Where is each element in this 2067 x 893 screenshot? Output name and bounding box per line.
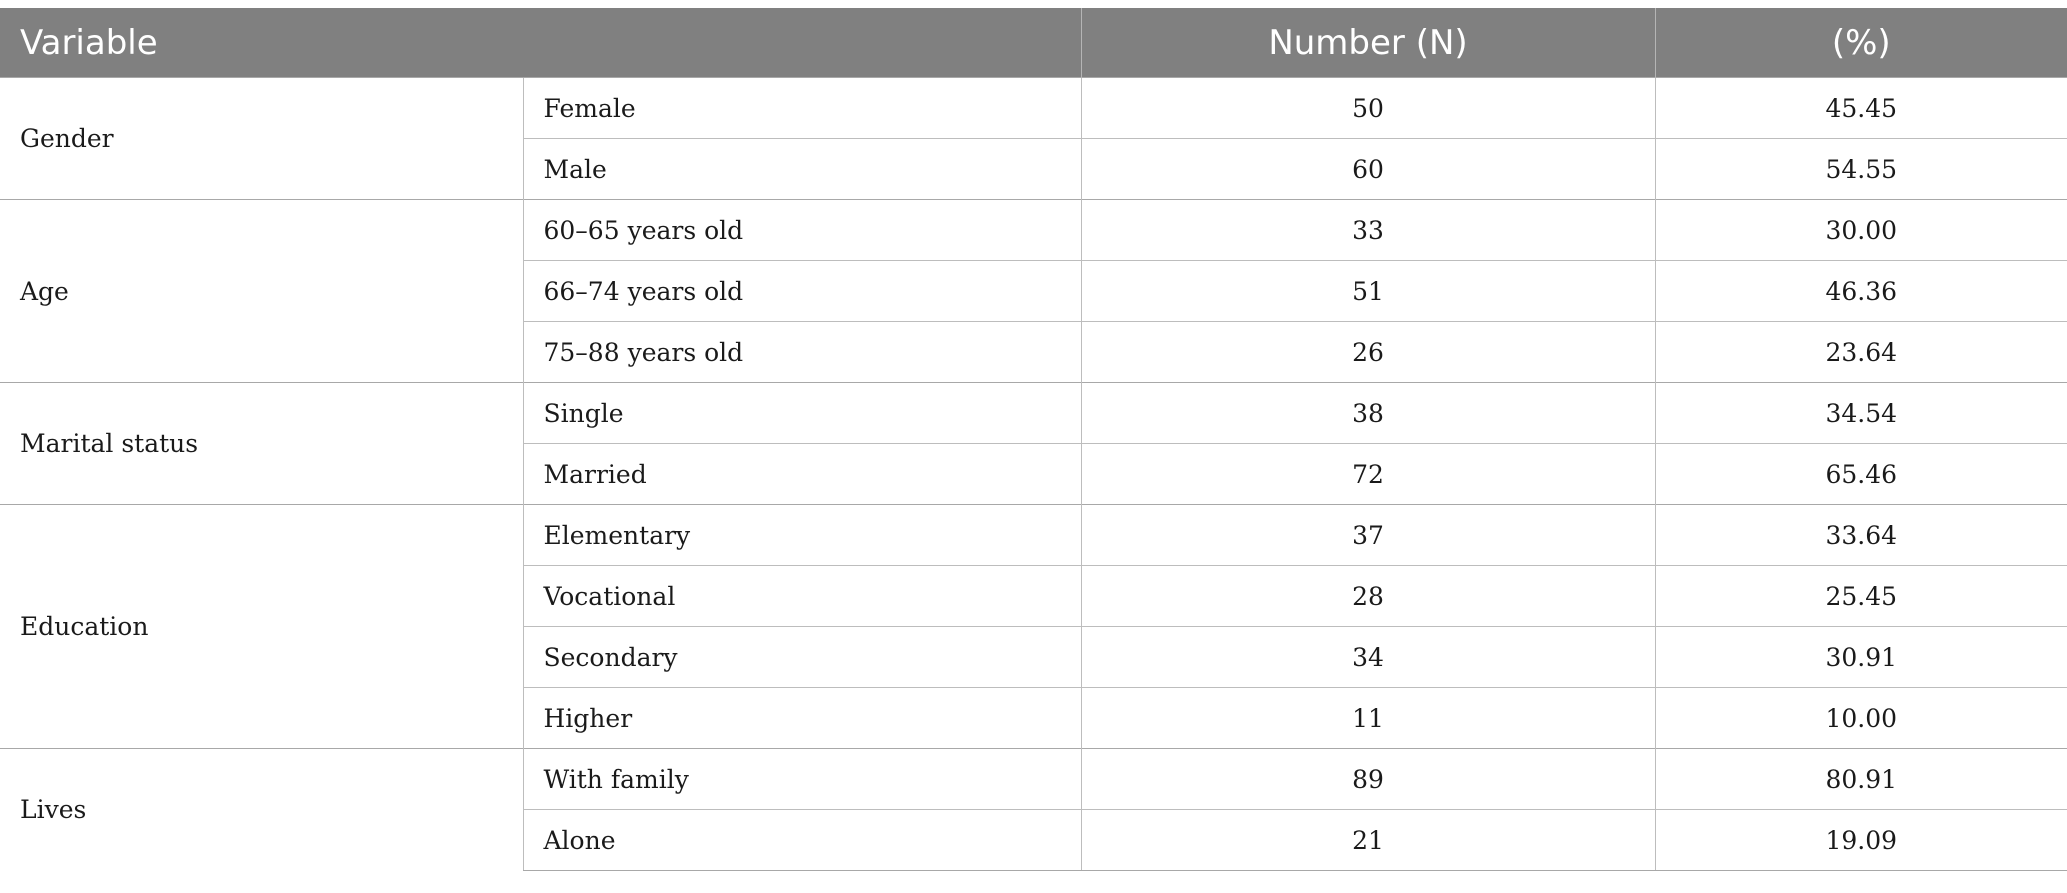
percent-cell: 33.64 — [1655, 505, 2067, 566]
variable-cell: Age — [0, 200, 523, 383]
percent-cell: 34.54 — [1655, 383, 2067, 444]
table-row — [0, 749, 2067, 810]
header-row — [0, 8, 2067, 78]
header-number: Number (N) — [1081, 8, 1655, 78]
category-cell: 66–74 years old — [523, 261, 1081, 322]
category-cell: Male — [523, 139, 1081, 200]
percent-cell: 19.09 — [1655, 810, 2067, 871]
category-cell: 60–65 years old — [523, 200, 1081, 261]
category-cell: Single — [523, 383, 1081, 444]
variable-cell: Lives — [0, 749, 523, 871]
table-row — [0, 78, 2067, 139]
number-cell: 34 — [1081, 627, 1655, 688]
table-body — [0, 78, 2067, 871]
number-cell: 37 — [1081, 505, 1655, 566]
category-cell: Elementary — [523, 505, 1081, 566]
percent-cell: 65.46 — [1655, 444, 2067, 505]
demographics-table-container — [0, 8, 2067, 871]
number-cell: 72 — [1081, 444, 1655, 505]
category-cell: Vocational — [523, 566, 1081, 627]
variable-cell: Marital status — [0, 383, 523, 505]
number-cell: 51 — [1081, 261, 1655, 322]
category-cell: Female — [523, 78, 1081, 139]
number-cell: 11 — [1081, 688, 1655, 749]
number-cell: 28 — [1081, 566, 1655, 627]
variable-cell: Gender — [0, 78, 523, 200]
number-cell: 33 — [1081, 200, 1655, 261]
percent-cell: 30.91 — [1655, 627, 2067, 688]
number-cell: 50 — [1081, 78, 1655, 139]
percent-cell: 30.00 — [1655, 200, 2067, 261]
number-cell: 60 — [1081, 139, 1655, 200]
percent-cell: 25.45 — [1655, 566, 2067, 627]
variable-cell: Education — [0, 505, 523, 749]
percent-cell: 80.91 — [1655, 749, 2067, 810]
number-cell: 38 — [1081, 383, 1655, 444]
percent-cell: 54.55 — [1655, 139, 2067, 200]
category-cell: Married — [523, 444, 1081, 505]
percent-cell: 45.45 — [1655, 78, 2067, 139]
percent-cell: 46.36 — [1655, 261, 2067, 322]
percent-cell: 23.64 — [1655, 322, 2067, 383]
category-cell: 75–88 years old — [523, 322, 1081, 383]
number-cell: 26 — [1081, 322, 1655, 383]
category-cell: With family — [523, 749, 1081, 810]
header-variable: Variable — [0, 8, 1081, 78]
category-cell: Secondary — [523, 627, 1081, 688]
demographics-table — [0, 8, 2067, 871]
header-percent: (%) — [1655, 8, 2067, 78]
table-row — [0, 505, 2067, 566]
number-cell: 21 — [1081, 810, 1655, 871]
category-cell: Alone — [523, 810, 1081, 871]
number-cell: 89 — [1081, 749, 1655, 810]
category-cell: Higher — [523, 688, 1081, 749]
table-row — [0, 200, 2067, 261]
percent-cell: 10.00 — [1655, 688, 2067, 749]
table-row — [0, 383, 2067, 444]
